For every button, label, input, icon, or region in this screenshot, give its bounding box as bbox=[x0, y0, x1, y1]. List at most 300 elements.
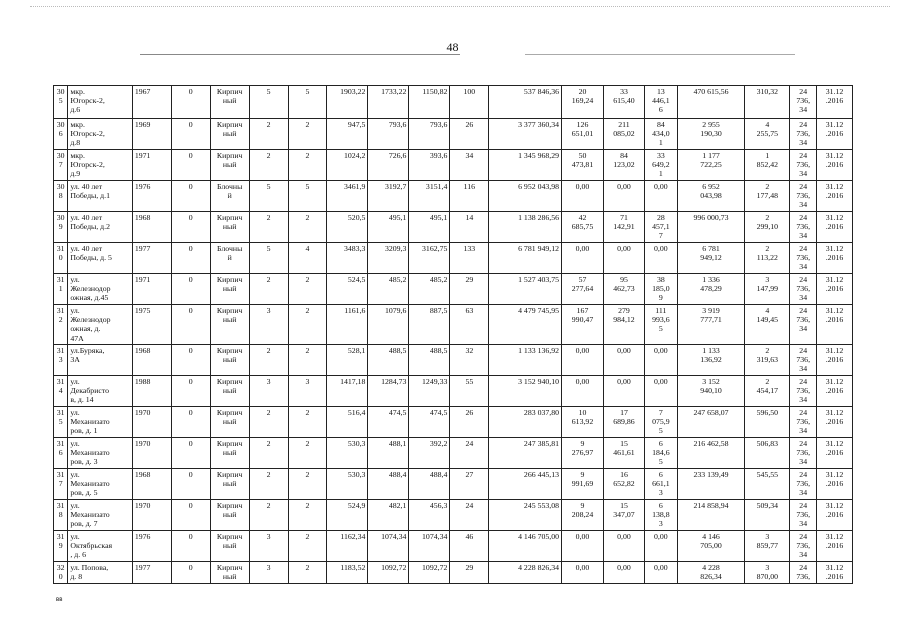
total-cost-cell: 283 037,80 bbox=[489, 407, 562, 438]
deadline-cell: 31.12 .2016 bbox=[817, 150, 853, 181]
owners-share-cell: 996 000,73 bbox=[677, 212, 745, 243]
total-area-cell: 1417,18 bbox=[327, 376, 368, 407]
deadline-cell: 31.12 .2016 bbox=[817, 376, 853, 407]
living-area-cell: 488,1 bbox=[368, 438, 409, 469]
fund-share-cell: 10 613,92 bbox=[562, 407, 604, 438]
total-cost-cell: 6 781 949,12 bbox=[489, 243, 562, 274]
cost-per-sqm-cell: 1 852,42 bbox=[745, 150, 790, 181]
entrances-cell: 5 bbox=[288, 86, 327, 119]
fund-share-cell: 9 276,97 bbox=[562, 438, 604, 469]
year-reconstruction-cell: 0 bbox=[171, 305, 210, 345]
regional-share-cell: 0,00 bbox=[604, 181, 645, 212]
floors-total-cell: 5 bbox=[249, 243, 288, 274]
living-area-residential-cell: 1074,34 bbox=[409, 531, 450, 562]
regional-share-cell: 15 461,61 bbox=[604, 438, 645, 469]
residents-cell: 100 bbox=[450, 86, 489, 119]
footer-mark: вв bbox=[56, 597, 63, 603]
table-row bbox=[54, 407, 853, 438]
total-cost-cell: 266 445,13 bbox=[489, 469, 562, 500]
year-reconstruction-cell: 0 bbox=[171, 150, 210, 181]
floors-total-cell: 5 bbox=[249, 86, 288, 119]
municipal-share-cell: 0,00 bbox=[644, 243, 677, 274]
deadline-cell: 31.12 .2016 bbox=[817, 119, 853, 150]
total-cost-cell: 6 952 043,98 bbox=[489, 181, 562, 212]
living-area-cell: 1079,6 bbox=[368, 305, 409, 345]
address-cell: ул. Декабристо в, д. 14 bbox=[68, 376, 133, 407]
row-number-cell: 31 3 bbox=[54, 345, 68, 376]
total-area-cell: 1183,52 bbox=[327, 562, 368, 584]
living-area-cell: 793,6 bbox=[368, 119, 409, 150]
cost-per-sqm-cell: 509,34 bbox=[745, 500, 790, 531]
table-row bbox=[54, 562, 853, 584]
year-built-cell: 1967 bbox=[132, 86, 171, 119]
municipal-share-cell: 0,00 bbox=[644, 345, 677, 376]
deadline-cell: 31.12 .2016 bbox=[817, 500, 853, 531]
residents-cell: 32 bbox=[450, 345, 489, 376]
total-area-cell: 947,5 bbox=[327, 119, 368, 150]
municipal-share-cell: 84 434,0 1 bbox=[644, 119, 677, 150]
row-number-cell: 30 8 bbox=[54, 181, 68, 212]
living-area-cell: 495,1 bbox=[368, 212, 409, 243]
floors-total-cell: 5 bbox=[249, 181, 288, 212]
deadline-cell: 31.12 .2016 bbox=[817, 469, 853, 500]
floors-total-cell: 2 bbox=[249, 212, 288, 243]
address-cell: ул. Механизато ров, д. 3 bbox=[68, 438, 133, 469]
residents-cell: 14 bbox=[450, 212, 489, 243]
deadline-cell: 31.12 .2016 bbox=[817, 305, 853, 345]
limit-per-sqm-cell: 24 736, 34 bbox=[790, 150, 817, 181]
entrances-cell: 2 bbox=[288, 345, 327, 376]
address-cell: ул. 40 лет Победы, д.1 bbox=[68, 181, 133, 212]
municipal-share-cell: 6 184,6 5 bbox=[644, 438, 677, 469]
table-row bbox=[54, 469, 853, 500]
entrances-cell: 2 bbox=[288, 305, 327, 345]
entrances-cell: 5 bbox=[288, 181, 327, 212]
limit-per-sqm-cell: 24 736, 34 bbox=[790, 376, 817, 407]
table-row bbox=[54, 150, 853, 181]
deadline-cell: 31.12 .2016 bbox=[817, 531, 853, 562]
wall-material-cell: Кирпич ный bbox=[210, 212, 249, 243]
fund-share-cell: 0,00 bbox=[562, 376, 604, 407]
table-row bbox=[54, 212, 853, 243]
floors-total-cell: 3 bbox=[249, 376, 288, 407]
fund-share-cell: 0,00 bbox=[562, 243, 604, 274]
cost-per-sqm-cell: 4 149,45 bbox=[745, 305, 790, 345]
owners-share-cell: 4 228 826,34 bbox=[677, 562, 745, 584]
cost-per-sqm-cell: 3 870,00 bbox=[745, 562, 790, 584]
regional-share-cell: 71 142,91 bbox=[604, 212, 645, 243]
owners-share-cell: 3 152 940,10 bbox=[677, 376, 745, 407]
living-area-cell: 488,4 bbox=[368, 469, 409, 500]
residents-cell: 26 bbox=[450, 119, 489, 150]
deadline-cell: 31.12 .2016 bbox=[817, 181, 853, 212]
residents-cell: 27 bbox=[450, 469, 489, 500]
address-cell: мкр. Югорск-2, д.8 bbox=[68, 119, 133, 150]
owners-share-cell: 6 952 043,98 bbox=[677, 181, 745, 212]
address-cell: ул. 40 лет Победы, д. 5 bbox=[68, 243, 133, 274]
year-reconstruction-cell: 0 bbox=[171, 86, 210, 119]
living-area-cell: 488,5 bbox=[368, 345, 409, 376]
owners-share-cell: 1 177 722,25 bbox=[677, 150, 745, 181]
address-cell: ул. Механизато ров, д. 5 bbox=[68, 469, 133, 500]
wall-material-cell: Кирпич ный bbox=[210, 86, 249, 119]
total-cost-cell: 4 228 826,34 bbox=[489, 562, 562, 584]
year-built-cell: 1971 bbox=[132, 150, 171, 181]
table-row bbox=[54, 181, 853, 212]
municipal-share-cell: 33 649,2 1 bbox=[644, 150, 677, 181]
deadline-cell: 31.12 .2016 bbox=[817, 345, 853, 376]
regional-share-cell: 0,00 bbox=[604, 376, 645, 407]
municipal-share-cell: 38 185,0 9 bbox=[644, 274, 677, 305]
year-built-cell: 1970 bbox=[132, 500, 171, 531]
total-area-cell: 530,3 bbox=[327, 438, 368, 469]
floors-total-cell: 2 bbox=[249, 438, 288, 469]
living-area-residential-cell: 793,6 bbox=[409, 119, 450, 150]
wall-material-cell: Кирпич ный bbox=[210, 438, 249, 469]
total-area-cell: 528,1 bbox=[327, 345, 368, 376]
fund-share-cell: 0,00 bbox=[562, 531, 604, 562]
regional-share-cell: 211 085,02 bbox=[604, 119, 645, 150]
regional-share-cell: 17 689,86 bbox=[604, 407, 645, 438]
regional-share-cell: 84 123,02 bbox=[604, 150, 645, 181]
cost-per-sqm-cell: 2 319,63 bbox=[745, 345, 790, 376]
fund-share-cell: 0,00 bbox=[562, 562, 604, 584]
living-area-residential-cell: 3162,75 bbox=[409, 243, 450, 274]
year-built-cell: 1977 bbox=[132, 243, 171, 274]
address-cell: ул. Железнодор ожная, д.45 bbox=[68, 274, 133, 305]
living-area-residential-cell: 1092,72 bbox=[409, 562, 450, 584]
floors-total-cell: 3 bbox=[249, 305, 288, 345]
residents-cell: 34 bbox=[450, 150, 489, 181]
address-cell: ул. Попова, д. 8 bbox=[68, 562, 133, 584]
regional-share-cell: 0,00 bbox=[604, 531, 645, 562]
owners-share-cell: 4 146 705,00 bbox=[677, 531, 745, 562]
year-built-cell: 1970 bbox=[132, 438, 171, 469]
entrances-cell: 2 bbox=[288, 562, 327, 584]
wall-material-cell: Кирпич ный bbox=[210, 407, 249, 438]
entrances-cell: 3 bbox=[288, 376, 327, 407]
total-cost-cell: 4 146 705,00 bbox=[489, 531, 562, 562]
limit-per-sqm-cell: 24 736, 34 bbox=[790, 243, 817, 274]
cost-per-sqm-cell: 310,32 bbox=[745, 86, 790, 119]
total-cost-cell: 4 479 745,95 bbox=[489, 305, 562, 345]
address-cell: мкр. Югорск-2, д.9 bbox=[68, 150, 133, 181]
owners-share-cell: 6 781 949,12 bbox=[677, 243, 745, 274]
floors-total-cell: 3 bbox=[249, 531, 288, 562]
fund-share-cell: 9 208,24 bbox=[562, 500, 604, 531]
entrances-cell: 2 bbox=[288, 150, 327, 181]
municipal-share-cell: 0,00 bbox=[644, 562, 677, 584]
residents-cell: 29 bbox=[450, 274, 489, 305]
living-area-residential-cell: 488,4 bbox=[409, 469, 450, 500]
page-number: 48 bbox=[446, 40, 459, 54]
limit-per-sqm-cell: 24 736, 34 bbox=[790, 407, 817, 438]
address-cell: ул. Железнодор ожная, д. 47А bbox=[68, 305, 133, 345]
table-row bbox=[54, 438, 853, 469]
total-cost-cell: 1 527 403,75 bbox=[489, 274, 562, 305]
address-cell: ул. Механизато ров, д. 1 bbox=[68, 407, 133, 438]
living-area-cell: 1733,22 bbox=[368, 86, 409, 119]
total-cost-cell: 537 846,36 bbox=[489, 86, 562, 119]
limit-per-sqm-cell: 24 736, bbox=[790, 562, 817, 584]
floors-total-cell: 2 bbox=[249, 407, 288, 438]
floors-total-cell: 2 bbox=[249, 345, 288, 376]
cost-per-sqm-cell: 2 299,10 bbox=[745, 212, 790, 243]
entrances-cell: 2 bbox=[288, 469, 327, 500]
residents-cell: 24 bbox=[450, 438, 489, 469]
table-row bbox=[54, 500, 853, 531]
wall-material-cell: Кирпич ный bbox=[210, 150, 249, 181]
deadline-cell: 31.12 .2016 bbox=[817, 274, 853, 305]
table-body bbox=[54, 86, 853, 584]
year-built-cell: 1976 bbox=[132, 181, 171, 212]
municipal-share-cell: 111 993,6 5 bbox=[644, 305, 677, 345]
living-area-cell: 482,1 bbox=[368, 500, 409, 531]
limit-per-sqm-cell: 24 736, 34 bbox=[790, 119, 817, 150]
living-area-cell: 1074,34 bbox=[368, 531, 409, 562]
total-cost-cell: 1 345 968,29 bbox=[489, 150, 562, 181]
living-area-cell: 474,5 bbox=[368, 407, 409, 438]
row-number-cell: 31 6 bbox=[54, 438, 68, 469]
wall-material-cell: Кирпич ный bbox=[210, 562, 249, 584]
wall-material-cell: Кирпич ный bbox=[210, 500, 249, 531]
year-reconstruction-cell: 0 bbox=[171, 181, 210, 212]
entrances-cell: 2 bbox=[288, 119, 327, 150]
year-reconstruction-cell: 0 bbox=[171, 376, 210, 407]
address-cell: ул. 40 лет Победы, д.2 bbox=[68, 212, 133, 243]
table-row bbox=[54, 345, 853, 376]
deadline-cell: 31.12 .2016 bbox=[817, 407, 853, 438]
scan-top-line bbox=[30, 6, 890, 7]
residents-cell: 133 bbox=[450, 243, 489, 274]
municipal-share-cell: 28 457,1 7 bbox=[644, 212, 677, 243]
regional-share-cell: 15 347,07 bbox=[604, 500, 645, 531]
table-row bbox=[54, 376, 853, 407]
owners-share-cell: 2 955 190,30 bbox=[677, 119, 745, 150]
year-built-cell: 1971 bbox=[132, 274, 171, 305]
cost-per-sqm-cell: 545,55 bbox=[745, 469, 790, 500]
owners-share-cell: 214 858,94 bbox=[677, 500, 745, 531]
year-built-cell: 1970 bbox=[132, 407, 171, 438]
year-reconstruction-cell: 0 bbox=[171, 531, 210, 562]
regional-share-cell: 0,00 bbox=[604, 562, 645, 584]
deadline-cell: 31.12 .2016 bbox=[817, 212, 853, 243]
total-area-cell: 3461,9 bbox=[327, 181, 368, 212]
year-reconstruction-cell: 0 bbox=[171, 212, 210, 243]
living-area-residential-cell: 393,6 bbox=[409, 150, 450, 181]
year-reconstruction-cell: 0 bbox=[171, 469, 210, 500]
total-area-cell: 524,5 bbox=[327, 274, 368, 305]
limit-per-sqm-cell: 24 736, 34 bbox=[790, 274, 817, 305]
owners-share-cell: 247 658,07 bbox=[677, 407, 745, 438]
cost-per-sqm-cell: 596,50 bbox=[745, 407, 790, 438]
year-built-cell: 1988 bbox=[132, 376, 171, 407]
municipal-share-cell: 6 138,8 3 bbox=[644, 500, 677, 531]
floors-total-cell: 2 bbox=[249, 119, 288, 150]
municipal-share-cell: 6 661,1 3 bbox=[644, 469, 677, 500]
fund-share-cell: 0,00 bbox=[562, 345, 604, 376]
wall-material-cell: Кирпич ный bbox=[210, 274, 249, 305]
residents-cell: 29 bbox=[450, 562, 489, 584]
wall-material-cell: Блочны й bbox=[210, 243, 249, 274]
entrances-cell: 2 bbox=[288, 500, 327, 531]
residents-cell: 63 bbox=[450, 305, 489, 345]
row-number-cell: 31 9 bbox=[54, 531, 68, 562]
row-number-cell: 30 9 bbox=[54, 212, 68, 243]
total-area-cell: 516,4 bbox=[327, 407, 368, 438]
living-area-cell: 1092,72 bbox=[368, 562, 409, 584]
table-row bbox=[54, 274, 853, 305]
cost-per-sqm-cell: 3 147,99 bbox=[745, 274, 790, 305]
address-cell: ул.Буряка, 3А bbox=[68, 345, 133, 376]
year-built-cell: 1977 bbox=[132, 562, 171, 584]
living-area-residential-cell: 456,3 bbox=[409, 500, 450, 531]
wall-material-cell: Кирпич ный bbox=[210, 345, 249, 376]
owners-share-cell: 216 462,58 bbox=[677, 438, 745, 469]
entrances-cell: 2 bbox=[288, 438, 327, 469]
entrances-cell: 4 bbox=[288, 243, 327, 274]
deadline-cell: 31.12 .2016 bbox=[817, 438, 853, 469]
year-built-cell: 1968 bbox=[132, 345, 171, 376]
row-number-cell: 31 4 bbox=[54, 376, 68, 407]
municipal-share-cell: 0,00 bbox=[644, 376, 677, 407]
total-cost-cell: 245 553,08 bbox=[489, 500, 562, 531]
limit-per-sqm-cell: 24 736, 34 bbox=[790, 86, 817, 119]
residents-cell: 24 bbox=[450, 500, 489, 531]
table-row bbox=[54, 243, 853, 274]
total-cost-cell: 1 133 136,92 bbox=[489, 345, 562, 376]
total-cost-cell: 3 152 940,10 bbox=[489, 376, 562, 407]
year-built-cell: 1969 bbox=[132, 119, 171, 150]
floors-total-cell: 2 bbox=[249, 469, 288, 500]
limit-per-sqm-cell: 24 736, 34 bbox=[790, 345, 817, 376]
wall-material-cell: Кирпич ный bbox=[210, 376, 249, 407]
fund-share-cell: 126 651,01 bbox=[562, 119, 604, 150]
cost-per-sqm-cell: 506,83 bbox=[745, 438, 790, 469]
total-area-cell: 520,5 bbox=[327, 212, 368, 243]
regional-share-cell: 0,00 bbox=[604, 345, 645, 376]
owners-share-cell: 470 615,56 bbox=[677, 86, 745, 119]
row-number-cell: 31 5 bbox=[54, 407, 68, 438]
row-number-cell: 30 7 bbox=[54, 150, 68, 181]
row-number-cell: 31 1 bbox=[54, 274, 68, 305]
entrances-cell: 2 bbox=[288, 531, 327, 562]
living-area-cell: 3209,3 bbox=[368, 243, 409, 274]
total-area-cell: 1162,34 bbox=[327, 531, 368, 562]
residents-cell: 55 bbox=[450, 376, 489, 407]
year-built-cell: 1968 bbox=[132, 212, 171, 243]
limit-per-sqm-cell: 24 736, 34 bbox=[790, 531, 817, 562]
living-area-residential-cell: 1150,82 bbox=[409, 86, 450, 119]
total-cost-cell: 3 377 360,34 bbox=[489, 119, 562, 150]
living-area-residential-cell: 488,5 bbox=[409, 345, 450, 376]
housing-register-table bbox=[53, 85, 853, 584]
cost-per-sqm-cell: 3 859,77 bbox=[745, 531, 790, 562]
year-reconstruction-cell: 0 bbox=[171, 345, 210, 376]
living-area-residential-cell: 495,1 bbox=[409, 212, 450, 243]
living-area-residential-cell: 887,5 bbox=[409, 305, 450, 345]
living-area-cell: 3192,7 bbox=[368, 181, 409, 212]
owners-share-cell: 233 139,49 bbox=[677, 469, 745, 500]
deadline-cell: 31.12 .2016 bbox=[817, 86, 853, 119]
cost-per-sqm-cell: 2 113,22 bbox=[745, 243, 790, 274]
owners-share-cell: 3 919 777,71 bbox=[677, 305, 745, 345]
year-reconstruction-cell: 0 bbox=[171, 438, 210, 469]
floors-total-cell: 2 bbox=[249, 150, 288, 181]
year-reconstruction-cell: 0 bbox=[171, 243, 210, 274]
year-reconstruction-cell: 0 bbox=[171, 274, 210, 305]
table-row bbox=[54, 86, 853, 119]
wall-material-cell: Блочны й bbox=[210, 181, 249, 212]
limit-per-sqm-cell: 24 736, 34 bbox=[790, 212, 817, 243]
limit-per-sqm-cell: 24 736, 34 bbox=[790, 500, 817, 531]
year-built-cell: 1976 bbox=[132, 531, 171, 562]
year-reconstruction-cell: 0 bbox=[171, 500, 210, 531]
municipal-share-cell: 7 075,9 5 bbox=[644, 407, 677, 438]
residents-cell: 26 bbox=[450, 407, 489, 438]
regional-share-cell: 95 462,73 bbox=[604, 274, 645, 305]
wall-material-cell: Кирпич ный bbox=[210, 531, 249, 562]
limit-per-sqm-cell: 24 736, 34 bbox=[790, 469, 817, 500]
living-area-cell: 485,2 bbox=[368, 274, 409, 305]
fund-share-cell: 50 473,81 bbox=[562, 150, 604, 181]
fund-share-cell: 20 169,24 bbox=[562, 86, 604, 119]
wall-material-cell: Кирпич ный bbox=[210, 469, 249, 500]
year-reconstruction-cell: 0 bbox=[171, 119, 210, 150]
year-built-cell: 1968 bbox=[132, 469, 171, 500]
deadline-cell: 31.12 .2016 bbox=[817, 562, 853, 584]
municipal-share-cell: 0,00 bbox=[644, 531, 677, 562]
row-number-cell: 31 0 bbox=[54, 243, 68, 274]
limit-per-sqm-cell: 24 736, 34 bbox=[790, 181, 817, 212]
cost-per-sqm-cell: 2 177,48 bbox=[745, 181, 790, 212]
municipal-share-cell: 0,00 bbox=[644, 181, 677, 212]
living-area-residential-cell: 392,2 bbox=[409, 438, 450, 469]
row-number-cell: 32 0 bbox=[54, 562, 68, 584]
table-row bbox=[54, 531, 853, 562]
year-reconstruction-cell: 0 bbox=[171, 407, 210, 438]
entrances-cell: 2 bbox=[288, 274, 327, 305]
address-cell: мкр. Югорск-2, д.6 bbox=[68, 86, 133, 119]
deadline-cell: 31.12 .2016 bbox=[817, 243, 853, 274]
table-row bbox=[54, 119, 853, 150]
cost-per-sqm-cell: 2 454,17 bbox=[745, 376, 790, 407]
total-area-cell: 524,9 bbox=[327, 500, 368, 531]
cost-per-sqm-cell: 4 255,75 bbox=[745, 119, 790, 150]
total-cost-cell: 1 138 286,56 bbox=[489, 212, 562, 243]
floors-total-cell: 2 bbox=[249, 274, 288, 305]
entrances-cell: 2 bbox=[288, 407, 327, 438]
row-number-cell: 30 6 bbox=[54, 119, 68, 150]
regional-share-cell: 33 615,40 bbox=[604, 86, 645, 119]
address-cell: ул. Механизато ров, д. 7 bbox=[68, 500, 133, 531]
living-area-residential-cell: 1249,33 bbox=[409, 376, 450, 407]
header-rule-right bbox=[525, 54, 795, 55]
wall-material-cell: Кирпич ный bbox=[210, 119, 249, 150]
living-area-residential-cell: 3151,4 bbox=[409, 181, 450, 212]
floors-total-cell: 2 bbox=[249, 500, 288, 531]
row-number-cell: 31 2 bbox=[54, 305, 68, 345]
entrances-cell: 2 bbox=[288, 212, 327, 243]
living-area-cell: 1284,73 bbox=[368, 376, 409, 407]
total-area-cell: 1161,6 bbox=[327, 305, 368, 345]
floors-total-cell: 3 bbox=[249, 562, 288, 584]
year-built-cell: 1975 bbox=[132, 305, 171, 345]
fund-share-cell: 0,00 bbox=[562, 181, 604, 212]
row-number-cell: 31 8 bbox=[54, 500, 68, 531]
wall-material-cell: Кирпич ный bbox=[210, 305, 249, 345]
living-area-cell: 726,6 bbox=[368, 150, 409, 181]
